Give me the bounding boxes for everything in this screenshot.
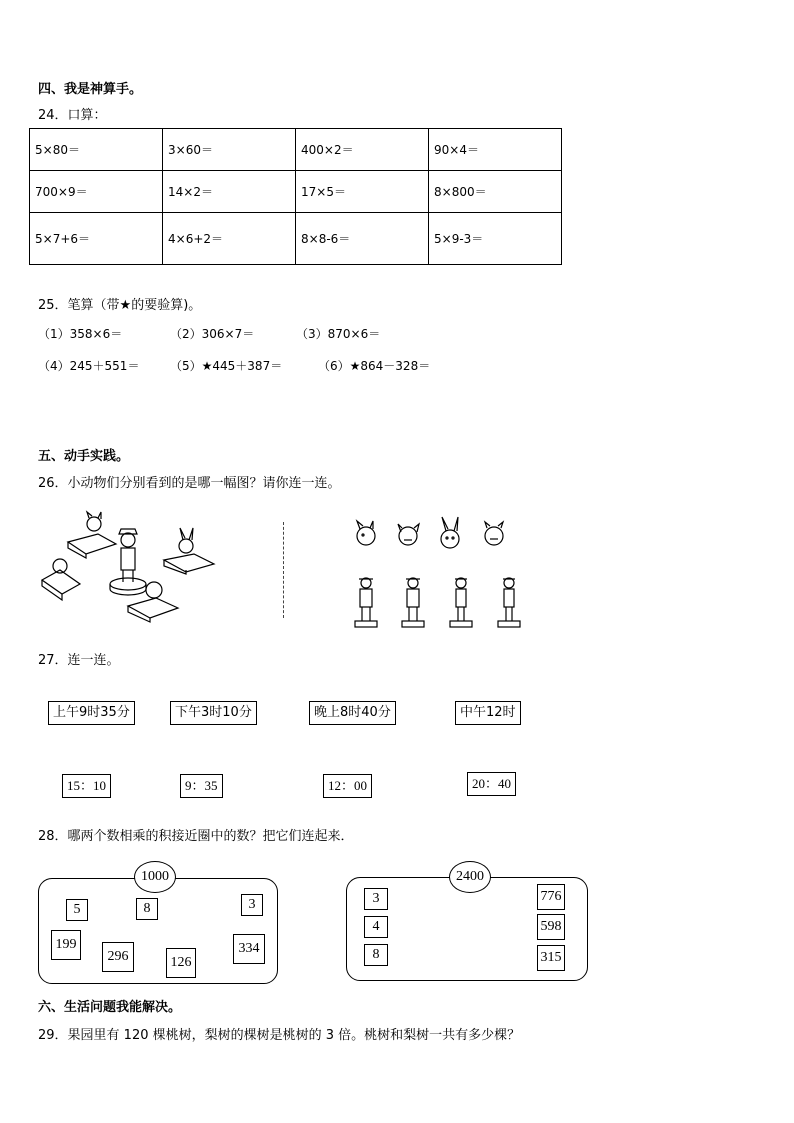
time-text-box: 下午3时10分	[170, 701, 257, 725]
animal-head-icon	[485, 522, 503, 545]
policemen-views-row	[350, 575, 530, 630]
target-circle: 1000	[134, 861, 176, 893]
section4-title: 四、我是神算手。	[38, 82, 143, 97]
table-cell: 90×4＝	[429, 129, 562, 171]
table-row	[30, 171, 562, 213]
digital-time-box: 15：10	[62, 774, 111, 798]
policeman-icon	[450, 578, 472, 627]
table-cell: 700×9＝	[30, 171, 163, 213]
animal-heads-row	[350, 514, 530, 554]
q25-item: （1）358×6＝	[38, 327, 123, 341]
number-box: 5	[66, 899, 88, 921]
table-cell: 8×8-6＝	[296, 213, 429, 265]
car-icon	[68, 534, 116, 554]
table-row	[30, 129, 562, 171]
table-cell: 17×5＝	[296, 171, 429, 213]
time-text-box: 中午12时	[455, 701, 521, 725]
table-row	[30, 213, 562, 265]
number-box: 8	[364, 944, 388, 966]
number-box: 598	[537, 914, 565, 940]
divider	[283, 522, 284, 618]
q24-title: 24．口算：	[38, 108, 107, 123]
q25-item: （6）★864－328＝	[318, 359, 431, 373]
q28-title: 28．哪两个数相乘的积接近圈中的数？把它们连起来．	[38, 829, 354, 844]
time-text-box: 晚上8时40分	[309, 701, 396, 725]
policeman-icon	[402, 578, 424, 627]
q29-text: 29．果园里有 120 棵桃树，梨树的棵树是桃树的 3 倍。桃树和梨树一共有多少棵？	[38, 1028, 521, 1043]
table-cell: 14×2＝	[163, 171, 296, 213]
number-box: 199	[51, 930, 81, 960]
number-box: 315	[537, 945, 565, 971]
digital-time-box: 12：00	[323, 774, 372, 798]
number-box: 334	[233, 934, 265, 964]
rabbit-head-icon	[179, 539, 193, 553]
policeman-icon	[121, 533, 135, 547]
number-box: 126	[166, 948, 196, 978]
table-cell: 5×9-3＝	[429, 213, 562, 265]
number-box: 8	[136, 898, 158, 920]
animal-head-icon	[87, 517, 101, 531]
q25-item: （2）306×7＝	[170, 327, 255, 341]
animal-head-icon	[398, 524, 419, 545]
policeman-icon	[498, 578, 520, 627]
animal-head-icon	[53, 559, 67, 573]
oral-calc-table	[29, 128, 562, 265]
number-box: 3	[364, 888, 388, 910]
table-cell: 3×60＝	[163, 129, 296, 171]
q27-title: 27．连一连。	[38, 653, 120, 668]
table-cell: 8×800＝	[429, 171, 562, 213]
animal-head-icon	[146, 582, 162, 598]
pedestal-icon	[110, 578, 146, 590]
table-cell: 5×7+6＝	[30, 213, 163, 265]
table-cell: 5×80＝	[30, 129, 163, 171]
number-box: 296	[102, 942, 134, 972]
animals-scene-illustration	[36, 510, 226, 630]
number-box: 3	[241, 894, 263, 916]
number-box: 776	[537, 884, 565, 910]
section5-title: 五、动手实践。	[38, 449, 130, 464]
target-circle: 2400	[449, 861, 491, 893]
number-box: 4	[364, 916, 388, 938]
animal-head-icon	[357, 521, 375, 545]
q25-item: （3）870×6＝	[296, 327, 381, 341]
digital-time-box: 9：35	[180, 774, 223, 798]
q26-title: 26．小动物们分别看到的是哪一幅图？请你连一连。	[38, 476, 341, 491]
digital-time-box: 20：40	[467, 772, 516, 796]
table-cell: 4×6+2＝	[163, 213, 296, 265]
q25-item: （5）★445＋387＝	[170, 359, 283, 373]
section6-title: 六、生活问题我能解决。	[38, 1000, 182, 1015]
table-cell: 400×2＝	[296, 129, 429, 171]
rabbit-head-icon	[441, 517, 459, 548]
q25-title: 25．笔算（带★的要验算)。	[38, 298, 202, 313]
q25-item: （4）245＋551＝	[38, 359, 140, 373]
policeman-icon	[355, 578, 377, 627]
time-text-box: 上午9时35分	[48, 701, 135, 725]
